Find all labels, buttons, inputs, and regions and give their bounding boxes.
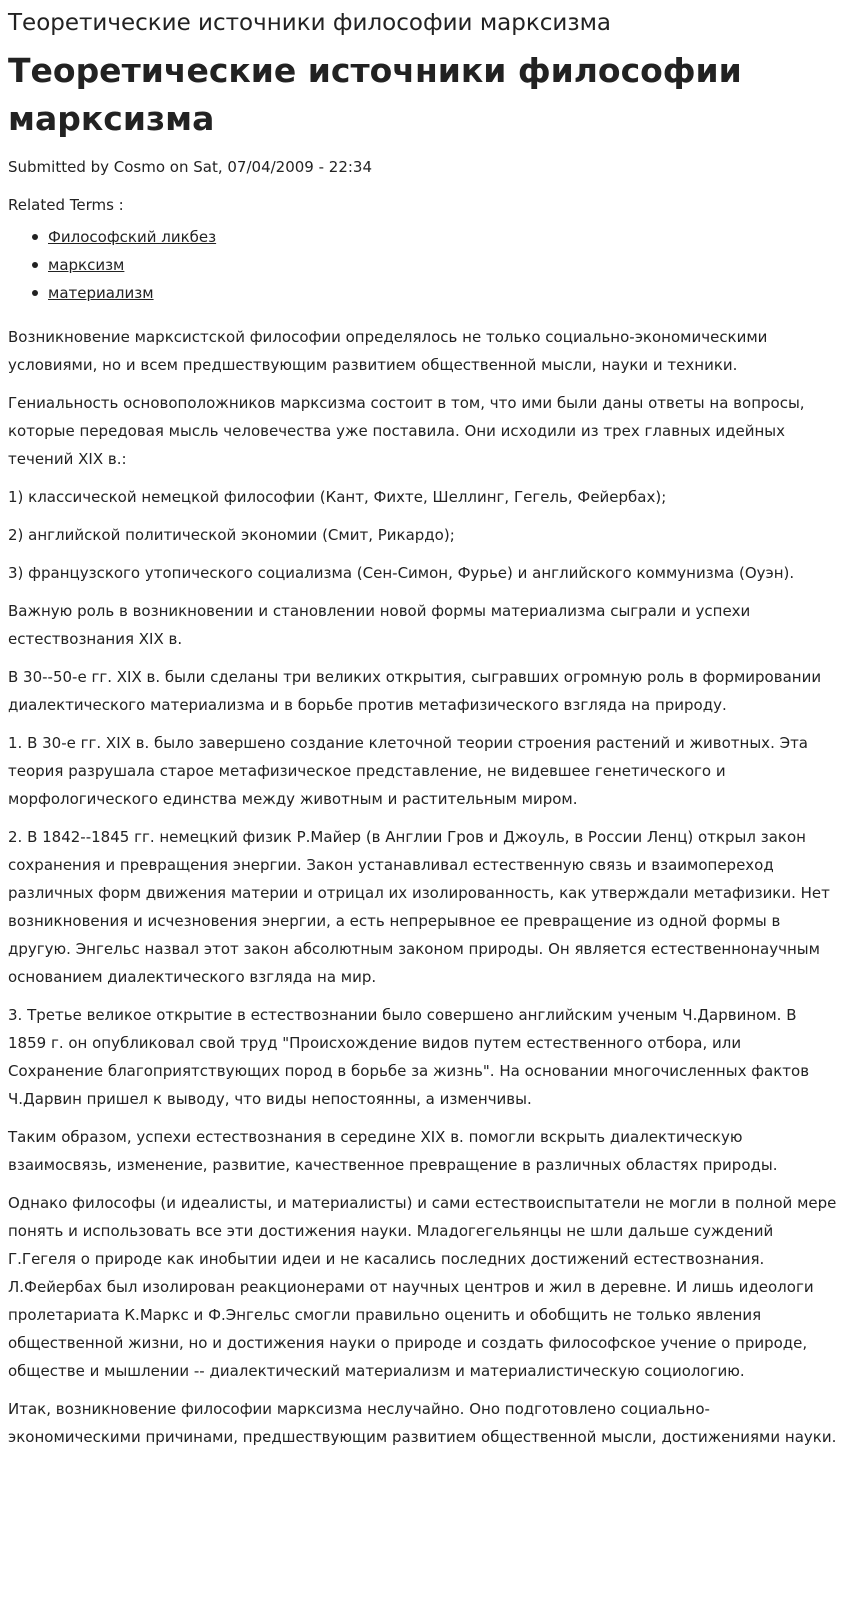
paragraph: Гениальность основоположников марксизма состоит в том, что ими были даны ответы на вопросы, которые передовая мысль человечества уже поставила. Они исходили из трех главных идейных течений XIX в.: xyxy=(8,394,805,468)
related-term-item xyxy=(32,251,839,279)
paragraph: 2) английской политической экономии (Смит, Рикардо); xyxy=(8,526,455,544)
window-title: Теоретические источники философии марксизма xyxy=(8,10,612,36)
article-body xyxy=(8,323,839,1451)
term-link-materialism[interactable]: материализм xyxy=(48,284,154,302)
paragraph: 3) французского утопического социализма (Сен-Симон, Фурье) и английского коммунизма (Оуэн). xyxy=(8,564,795,582)
related-term-item xyxy=(32,279,839,307)
related-terms-list xyxy=(8,223,839,307)
related-terms-label: Related Terms : xyxy=(8,196,124,214)
paragraph: Итак, возникновение философии марксизма неслучайно. Оно подготовлено социально-экономическими причинами, предшествующим развитием общественной мысли, достижениями науки. xyxy=(8,1400,837,1446)
paragraph: 1) классической немецкой философии (Кант, Фихте, Шеллинг, Гегель, Фейербах); xyxy=(8,488,667,506)
related-term-item xyxy=(32,223,839,251)
paragraph: 2. В 1842--1845 гг. немецкий физик Р.Майер (в Англии Гров и Джоуль, в России Ленц) открыл закон сохранения и превращения энергии. Закон устанавливал естественную связь и взаимопереход различных форм движения материи и отрицал их изолированность, как утверждали метафизики. Нет возникновения и исчезновения энергии, а есть непрерывное ее превращение из одной формы в другую. Энгельс назвал этот закон абсолютным законом природы. Он является естественнонаучным основанием диалектического взгляда на мир. xyxy=(8,828,830,986)
article-title: Теоретические источники философии марксизма xyxy=(8,51,742,138)
bullet-icon xyxy=(32,290,38,296)
term-link-philosophy-basics[interactable]: Философский ликбез xyxy=(48,228,217,246)
paragraph: Однако философы (и идеалисты, и материалисты) и сами естествоиспытатели не могли в полной мере понять и использовать все эти достижения науки. Младогегельянцы не шли дальше суждений Г.Гегеля о природе как инобытии идеи и не касались последних достижений естествознания. Л.Фейербах был изолирован реакционерами от научных центров и жил в деревне. И лишь идеологи пролетариата К.Маркс и Ф.Энгельс смогли правильно оценить и обобщить не только явления общественной жизни, но и достижения науки о природе и создать философское учение о природе, обществе и мышлении -- диалектический материализм и материалистическую социологию. xyxy=(8,1194,837,1380)
paragraph: 3. Третье великое открытие в естествознании было совершено английским ученым Ч.Дарвином. В 1859 г. он опубликовал свой труд "Происхождение видов путем естественного отбора, или Сохранение благоприятствующих пород в борьбе за жизнь". На основании многочисленных фактов Ч.Дарвин пришел к выводу, что виды непостоянны, а изменчивы. xyxy=(8,1006,810,1108)
page xyxy=(0,9,847,1451)
submitted-meta: Submitted by Cosmo on Sat, 07/04/2009 - 22:34 xyxy=(8,158,373,176)
term-link-marxism[interactable]: марксизм xyxy=(48,256,125,274)
bullet-icon xyxy=(32,234,38,240)
paragraph: 1. В 30-е гг. XIX в. было завершено создание клеточной теории строения растений и животных. Эта теория разрушала старое метафизическое представление, не видевшее генетического и морфологического единства между животным и растительным миром. xyxy=(8,734,809,808)
paragraph: Возникновение марксистской философии определялось не только социально-экономическими условиями, но и всем предшествующим развитием общественной мысли, науки и техники. xyxy=(8,328,768,374)
paragraph: В 30--50-е гг. XIX в. были сделаны три великих открытия, сыгравших огромную роль в формировании диалектического материализма и в борьбе против метафизического взгляда на природу. xyxy=(8,668,822,714)
paragraph: Важную роль в возникновении и становлении новой формы материализма сыграли и успехи естествознания XIX в. xyxy=(8,602,751,648)
bullet-icon xyxy=(32,262,38,268)
paragraph: Таким образом, успехи естествознания в середине XIX в. помогли вскрыть диалектическую взаимосвязь, изменение, развитие, качественное превращение в различных областях природы. xyxy=(8,1128,778,1174)
